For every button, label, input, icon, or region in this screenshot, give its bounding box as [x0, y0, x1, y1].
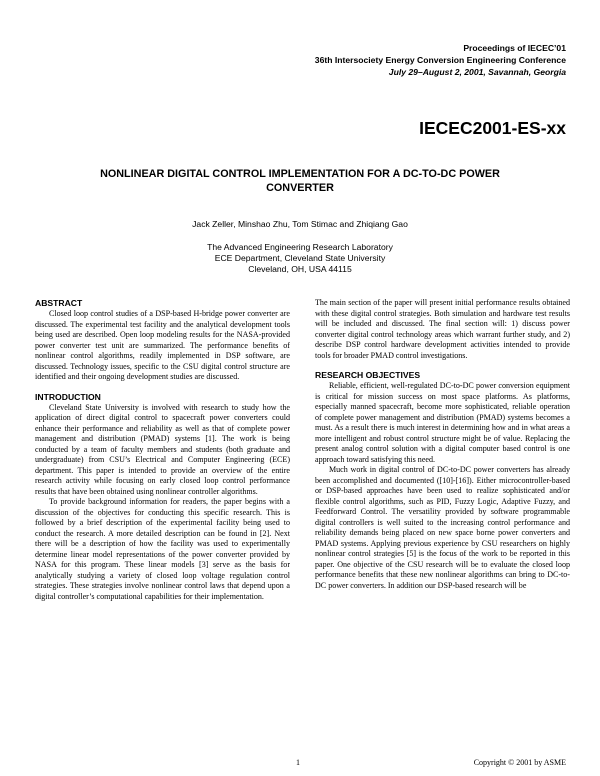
introduction-paragraph-1: Cleveland State University is involved with research to study how the application of direct digital control to spacecraft power converters could enhance their performance and reliability as well as that of complete power management and distribution (PMAD) systems [1]. The work is being conducted by a team of faculty members and students (both graduate and undergraduate) from CSU’s Electrical and Computer Engineering (ECE) department. This paper is intended to provide an overview of the entire research activity while focusing on early closed loop control performance results that have been obtained using nonlinear controller algorithms. [35, 402, 290, 496]
conference-date-location: July 29–August 2, 2001, Savannah, Georgia [388, 67, 566, 77]
introduction-heading: INTRODUCTION [35, 391, 101, 402]
author-list: Jack Zeller, Minshao Zhu, Tom Stimac and Zhiqiang Gao [192, 219, 408, 229]
introduction-paragraph-3: The main section of the paper will present initial performance results obtained with these digital control strategies. Both simulation and hardware test results will be included and discussed. The final section will: 1) discuss power converter digital control technology areas which warrant further study, and 2) describe DSP control hardware development activities intended to provide tools for broader PMAD control investigations. [315, 298, 570, 360]
page-number: 1 [296, 758, 300, 767]
paper-title: NONLINEAR DIGITAL CONTROL IMPLEMENTATION FOR A DC-TO-DC POWER CONVERTER [100, 168, 500, 194]
conference-name: 36th Intersociety Energy Conversion Engineering Conference [314, 55, 566, 65]
abstract-text: Closed loop control studies of a DSP-based H-bridge power converter are discussed. The experimental test facility and the analytical development tools being used are described. Open loop modeling results for the NASA-provided power converter test unit are summarized. The performance benefits of nonlinear control algorithms, readily implemented in DSP software, are discussed. Technology issues, specific to the CSU digital control structure are identified and their ongoing development studies are discussed. [35, 309, 290, 381]
affiliation-department: ECE Department, Cleveland State University [214, 253, 386, 264]
proceedings-name: Proceedings of IECEC’01 [463, 43, 566, 53]
paper-id: IECEC2001-ES-xx [419, 118, 566, 138]
research-objectives-paragraph-2: Much work in digital control of DC-to-DC power converters has already been accomplished and documented ([10]-[16]). Either microcontroller-based or DSP-based approaches have been used to realize sophisticated and/or flexible control algorithms, such as PID, Fuzzy Logic, Adaptive Fuzzy, and Feedforward Control. The versatility provided by software programmable digital controllers is well suited to the increasing control performance and reliability demands being placed on new space borne power converters and PMAD systems. Applying previous experience by CSU researchers on highly nonlinear control strategies [5] is the focus of the work to be reported in this paper. One objective of the CSU research will be to evaluate the closed loop performance benefits that these new nonlinear algorithms can bring to DC-to-DC power converters. In addition our DSP-based research will be [315, 465, 570, 590]
affiliation-address: Cleveland, OH, USA 44115 [248, 264, 352, 275]
copyright-notice: Copyright © 2001 by ASME [473, 758, 566, 767]
introduction-paragraph-2: To provide background information for readers, the paper begins with a discussion of the objectives for conducting this specific research. This is followed by a brief description of the experimental facility being used to conduct the research. A more detailed description can be found in [2]. Next there will be a description of how the facility was used to experimentally determine linear model representations of the power converter provided by NASA for this program. These linear models [3] serve as the basis for analytically studying a variety of closed loop voltage regulation control strategies. These strategies involve nonlinear control laws that depend upon a digital controller’s computational capabilities for their implementation. [35, 497, 290, 601]
affiliation-lab: The Advanced Engineering Research Laboratory [207, 242, 393, 252]
research-objectives-paragraph-1: Reliable, efficient, well-regulated DC-to-DC power conversion equipment is critical for mission success on most space platforms. As platforms, especially manned spacecraft, become more sophisticated, reliable operation of complete power management and distribution (PMAD) systems becomes a must. As a result there is much interest in determining how and in what areas a more intelligent and robust control structure might be of value. Replacing the present analog control solution with a digital computer based control is one approach toward satisfying this need. [315, 381, 570, 464]
affiliation [0, 242, 600, 276]
research-objectives-heading: RESEARCH OBJECTIVES [315, 370, 421, 380]
right-column [315, 298, 570, 591]
abstract-heading: ABSTRACT [35, 298, 83, 308]
left-column [35, 298, 290, 602]
proceedings-header [206, 42, 566, 78]
